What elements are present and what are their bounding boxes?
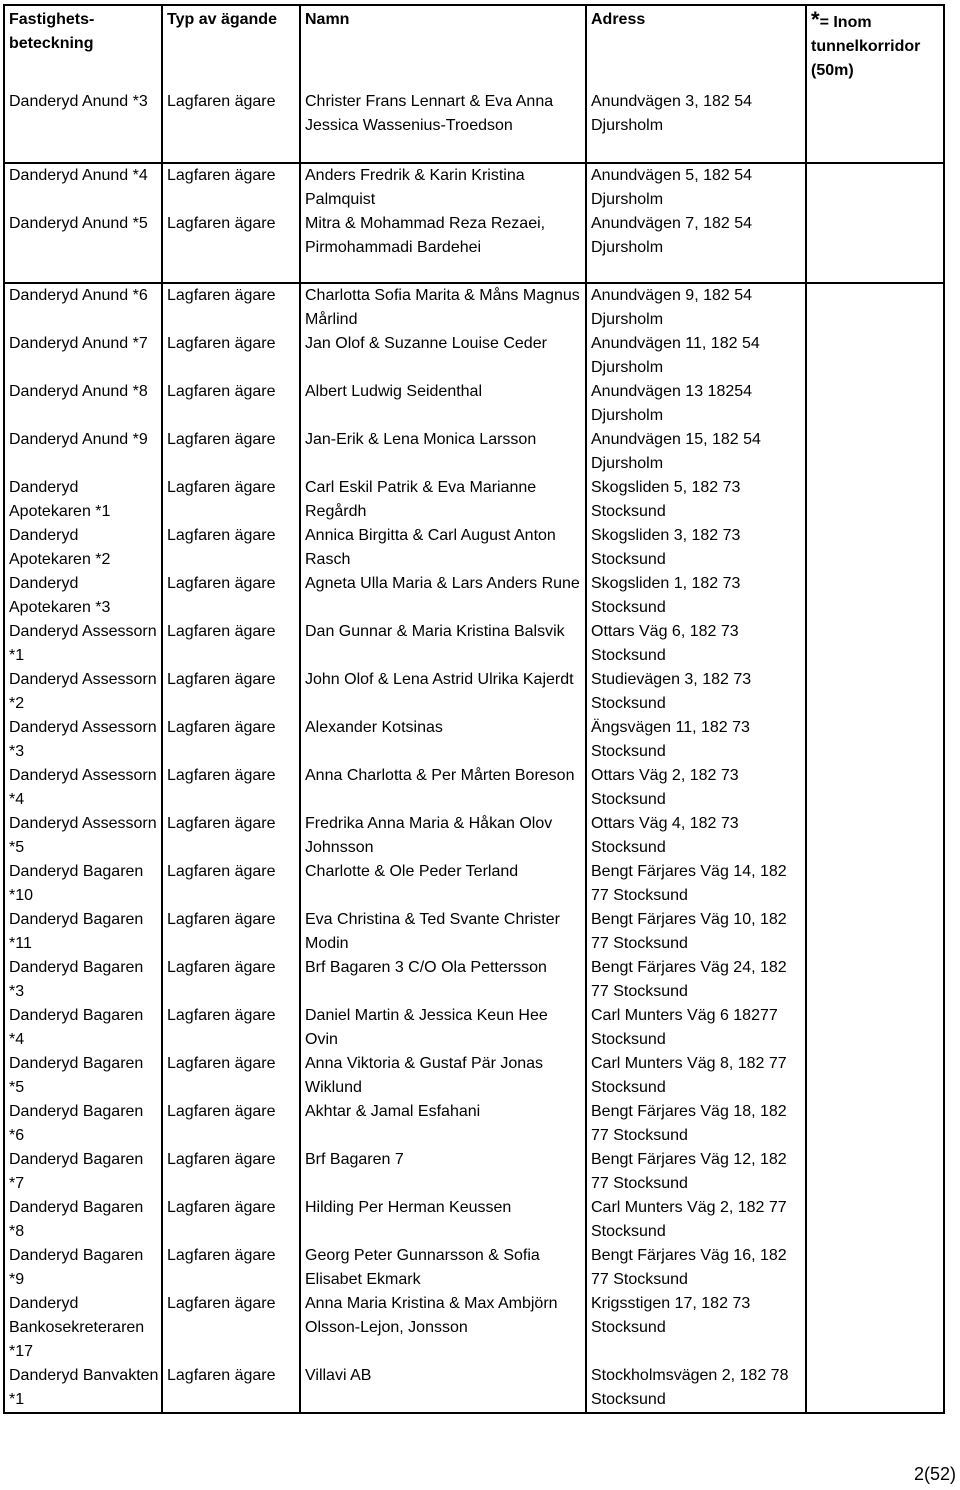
typ-av-agande-cell: Lagfaren ägare: [162, 428, 300, 476]
tunnel-note-cell: [806, 620, 944, 668]
namn-cell: Christer Frans Lennart & Eva Anna Jessica Wassenius-Troedson: [300, 90, 586, 163]
table-row: [4, 956, 944, 1004]
namn-cell: Anna Maria Kristina & Max Ambjörn Olsson-Lejon, Jonsson: [300, 1292, 586, 1364]
table-row: [4, 212, 944, 283]
adress-cell: Studievägen 3, 182 73 Stocksund: [586, 668, 806, 716]
fastighetsbeteckning-cell: Danderyd Bagaren *8: [4, 1196, 162, 1244]
header-tunnel-note: [806, 5, 944, 90]
typ-av-agande-cell: Lagfaren ägare: [162, 620, 300, 668]
fastighetsbeteckning-cell: Danderyd Anund *8: [4, 380, 162, 428]
tunnel-note-cell: [806, 380, 944, 428]
adress-cell: Anundvägen 9, 182 54 Djursholm: [586, 283, 806, 332]
namn-cell: Georg Peter Gunnarsson & Sofia Elisabet Ekmark: [300, 1244, 586, 1292]
typ-av-agande-cell: Lagfaren ägare: [162, 476, 300, 524]
header-fastighetsbeteckning: Fastighets-beteckning: [4, 5, 162, 90]
tunnel-note-cell: [806, 428, 944, 476]
table-row: [4, 572, 944, 620]
adress-cell: Bengt Färjares Väg 16, 182 77 Stocksund: [586, 1244, 806, 1292]
fastighetsbeteckning-cell: Danderyd Bagaren *6: [4, 1100, 162, 1148]
tunnel-note-cell: [806, 1292, 944, 1364]
table-row: [4, 90, 944, 163]
header-adress: Adress: [586, 5, 806, 90]
table-row: [4, 163, 944, 212]
fastighetsbeteckning-cell: Danderyd Bagaren *3: [4, 956, 162, 1004]
adress-cell: Krigsstigen 17, 182 73 Stocksund: [586, 1292, 806, 1364]
table-row: [4, 764, 944, 812]
namn-cell: Brf Bagaren 7: [300, 1148, 586, 1196]
adress-cell: Ängsvägen 11, 182 73 Stocksund: [586, 716, 806, 764]
fastighetsbeteckning-cell: Danderyd Bagaren *4: [4, 1004, 162, 1052]
adress-cell: Bengt Färjares Väg 24, 182 77 Stocksund: [586, 956, 806, 1004]
tunnel-note-cell: [806, 332, 944, 380]
namn-cell: Fredrika Anna Maria & Håkan Olov Johnsson: [300, 812, 586, 860]
typ-av-agande-cell: Lagfaren ägare: [162, 1100, 300, 1148]
property-owner-table: [3, 4, 945, 1414]
tunnel-note-cell: [806, 812, 944, 860]
fastighetsbeteckning-cell: Danderyd Bankosekreteraren *17: [4, 1292, 162, 1364]
table-row: [4, 620, 944, 668]
adress-cell: Anundvägen 5, 182 54 Djursholm: [586, 163, 806, 212]
typ-av-agande-cell: Lagfaren ägare: [162, 332, 300, 380]
adress-cell: Bengt Färjares Väg 14, 182 77 Stocksund: [586, 860, 806, 908]
namn-cell: Alexander Kotsinas: [300, 716, 586, 764]
tunnel-note-cell: [806, 764, 944, 812]
table-row: [4, 428, 944, 476]
adress-cell: Stockholmsvägen 2, 182 78 Stocksund: [586, 1364, 806, 1413]
adress-cell: Ottars Väg 6, 182 73 Stocksund: [586, 620, 806, 668]
namn-cell: Hilding Per Herman Keussen: [300, 1196, 586, 1244]
typ-av-agande-cell: Lagfaren ägare: [162, 572, 300, 620]
tunnel-note-text: = Inom tunnelkorridor (50m): [811, 14, 921, 79]
adress-cell: Bengt Färjares Väg 12, 182 77 Stocksund: [586, 1148, 806, 1196]
typ-av-agande-cell: Lagfaren ägare: [162, 380, 300, 428]
fastighetsbeteckning-cell: Danderyd Assessorn *3: [4, 716, 162, 764]
table-row: [4, 668, 944, 716]
typ-av-agande-cell: Lagfaren ägare: [162, 90, 300, 163]
fastighetsbeteckning-cell: Danderyd Anund *3: [4, 90, 162, 163]
namn-cell: Jan-Erik & Lena Monica Larsson: [300, 428, 586, 476]
namn-cell: Villavi AB: [300, 1364, 586, 1413]
table-row: [4, 1052, 944, 1100]
property-owner-table-sheet: [3, 4, 943, 1409]
tunnel-note-cell: [806, 1052, 944, 1100]
fastighetsbeteckning-cell: Danderyd Bagaren *7: [4, 1148, 162, 1196]
adress-cell: Carl Munters Väg 8, 182 77 Stocksund: [586, 1052, 806, 1100]
tunnel-note-cell: [806, 1004, 944, 1052]
typ-av-agande-cell: Lagfaren ägare: [162, 524, 300, 572]
typ-av-agande-cell: Lagfaren ägare: [162, 1196, 300, 1244]
tunnel-note-cell: [806, 212, 944, 283]
namn-cell: Daniel Martin & Jessica Keun Hee Ovin: [300, 1004, 586, 1052]
adress-cell: Anundvägen 15, 182 54 Djursholm: [586, 428, 806, 476]
tunnel-note-cell: [806, 283, 944, 332]
tunnel-note-cell: [806, 90, 944, 163]
tunnel-note-cell: [806, 860, 944, 908]
tunnel-note-cell: [806, 1196, 944, 1244]
adress-cell: Anundvägen 3, 182 54 Djursholm: [586, 90, 806, 163]
adress-cell: Carl Munters Väg 6 18277 Stocksund: [586, 1004, 806, 1052]
table-row: [4, 1244, 944, 1292]
fastighetsbeteckning-cell: Danderyd Apotekaren *1: [4, 476, 162, 524]
asterisk-marker: *: [811, 7, 820, 32]
typ-av-agande-cell: Lagfaren ägare: [162, 956, 300, 1004]
typ-av-agande-cell: Lagfaren ägare: [162, 1052, 300, 1100]
namn-cell: Dan Gunnar & Maria Kristina Balsvik: [300, 620, 586, 668]
fastighetsbeteckning-cell: Danderyd Banvakten *1: [4, 1364, 162, 1413]
tunnel-note-cell: [806, 956, 944, 1004]
typ-av-agande-cell: Lagfaren ägare: [162, 212, 300, 283]
table-row: [4, 1196, 944, 1244]
namn-cell: Anders Fredrik & Karin Kristina Palmquist: [300, 163, 586, 212]
typ-av-agande-cell: Lagfaren ägare: [162, 860, 300, 908]
table-row: [4, 908, 944, 956]
adress-cell: Skogsliden 1, 182 73 Stocksund: [586, 572, 806, 620]
namn-cell: Jan Olof & Suzanne Louise Ceder: [300, 332, 586, 380]
adress-cell: Bengt Färjares Väg 10, 182 77 Stocksund: [586, 908, 806, 956]
adress-cell: Ottars Väg 2, 182 73 Stocksund: [586, 764, 806, 812]
typ-av-agande-cell: Lagfaren ägare: [162, 764, 300, 812]
typ-av-agande-cell: Lagfaren ägare: [162, 716, 300, 764]
typ-av-agande-cell: Lagfaren ägare: [162, 163, 300, 212]
fastighetsbeteckning-cell: Danderyd Anund *6: [4, 283, 162, 332]
typ-av-agande-cell: Lagfaren ägare: [162, 908, 300, 956]
namn-cell: Charlotta Sofia Marita & Måns Magnus Mårlind: [300, 283, 586, 332]
typ-av-agande-cell: Lagfaren ägare: [162, 1004, 300, 1052]
table-row: [4, 1148, 944, 1196]
header-typ-av-agande: Typ av ägande: [162, 5, 300, 90]
adress-cell: Anundvägen 13 18254 Djursholm: [586, 380, 806, 428]
fastighetsbeteckning-cell: Danderyd Anund *7: [4, 332, 162, 380]
header-namn: Namn: [300, 5, 586, 90]
table-row: [4, 1292, 944, 1364]
tunnel-note-cell: [806, 476, 944, 524]
tunnel-note-cell: [806, 908, 944, 956]
typ-av-agande-cell: Lagfaren ägare: [162, 668, 300, 716]
namn-cell: Anna Viktoria & Gustaf Pär Jonas Wiklund: [300, 1052, 586, 1100]
fastighetsbeteckning-cell: Danderyd Assessorn *2: [4, 668, 162, 716]
table-row: [4, 1364, 944, 1413]
page-number: 2(52): [913, 1464, 956, 1484]
tunnel-note-cell: [806, 572, 944, 620]
fastighetsbeteckning-cell: Danderyd Bagaren *9: [4, 1244, 162, 1292]
namn-cell: Agneta Ulla Maria & Lars Anders Rune: [300, 572, 586, 620]
table-row: [4, 716, 944, 764]
table-header-row: [4, 5, 944, 90]
namn-cell: John Olof & Lena Astrid Ulrika Kajerdt: [300, 668, 586, 716]
tunnel-note-cell: [806, 1100, 944, 1148]
table-row: [4, 812, 944, 860]
fastighetsbeteckning-cell: Danderyd Apotekaren *3: [4, 572, 162, 620]
typ-av-agande-cell: Lagfaren ägare: [162, 1244, 300, 1292]
typ-av-agande-cell: Lagfaren ägare: [162, 1292, 300, 1364]
typ-av-agande-cell: Lagfaren ägare: [162, 1364, 300, 1413]
fastighetsbeteckning-cell: Danderyd Assessorn *1: [4, 620, 162, 668]
namn-cell: Mitra & Mohammad Reza Rezaei, Pirmohammadi Bardehei: [300, 212, 586, 283]
fastighetsbeteckning-cell: Danderyd Bagaren *10: [4, 860, 162, 908]
namn-cell: Anna Charlotta & Per Mårten Boreson: [300, 764, 586, 812]
tunnel-note-cell: [806, 668, 944, 716]
namn-cell: Annica Birgitta & Carl August Anton Rasch: [300, 524, 586, 572]
fastighetsbeteckning-cell: Danderyd Bagaren *11: [4, 908, 162, 956]
table-row: [4, 1100, 944, 1148]
adress-cell: Anundvägen 11, 182 54 Djursholm: [586, 332, 806, 380]
table-row: [4, 283, 944, 332]
namn-cell: Carl Eskil Patrik & Eva Marianne Regårdh: [300, 476, 586, 524]
namn-cell: Eva Christina & Ted Svante Christer Modin: [300, 908, 586, 956]
table-row: [4, 476, 944, 524]
tunnel-note-cell: [806, 163, 944, 212]
typ-av-agande-cell: Lagfaren ägare: [162, 1148, 300, 1196]
fastighetsbeteckning-cell: Danderyd Anund *5: [4, 212, 162, 283]
namn-cell: Albert Ludwig Seidenthal: [300, 380, 586, 428]
namn-cell: Akhtar & Jamal Esfahani: [300, 1100, 586, 1148]
namn-cell: Brf Bagaren 3 C/O Ola Pettersson: [300, 956, 586, 1004]
table-row: [4, 1004, 944, 1052]
table-row: [4, 524, 944, 572]
fastighetsbeteckning-cell: Danderyd Assessorn *4: [4, 764, 162, 812]
adress-cell: Ottars Väg 4, 182 73 Stocksund: [586, 812, 806, 860]
fastighetsbeteckning-cell: Danderyd Assessorn *5: [4, 812, 162, 860]
tunnel-note-cell: [806, 524, 944, 572]
adress-cell: Anundvägen 7, 182 54 Djursholm: [586, 212, 806, 283]
tunnel-note-cell: [806, 1364, 944, 1413]
typ-av-agande-cell: Lagfaren ägare: [162, 812, 300, 860]
tunnel-note-cell: [806, 1148, 944, 1196]
table-row: [4, 860, 944, 908]
namn-cell: Charlotte & Ole Peder Terland: [300, 860, 586, 908]
fastighetsbeteckning-cell: Danderyd Anund *9: [4, 428, 162, 476]
fastighetsbeteckning-cell: Danderyd Anund *4: [4, 163, 162, 212]
fastighetsbeteckning-cell: Danderyd Apotekaren *2: [4, 524, 162, 572]
adress-cell: Skogsliden 5, 182 73 Stocksund: [586, 476, 806, 524]
typ-av-agande-cell: Lagfaren ägare: [162, 283, 300, 332]
tunnel-note-cell: [806, 716, 944, 764]
table-row: [4, 332, 944, 380]
tunnel-note-cell: [806, 1244, 944, 1292]
fastighetsbeteckning-cell: Danderyd Bagaren *5: [4, 1052, 162, 1100]
adress-cell: Bengt Färjares Väg 18, 182 77 Stocksund: [586, 1100, 806, 1148]
adress-cell: Skogsliden 3, 182 73 Stocksund: [586, 524, 806, 572]
table-row: [4, 380, 944, 428]
adress-cell: Carl Munters Väg 2, 182 77 Stocksund: [586, 1196, 806, 1244]
